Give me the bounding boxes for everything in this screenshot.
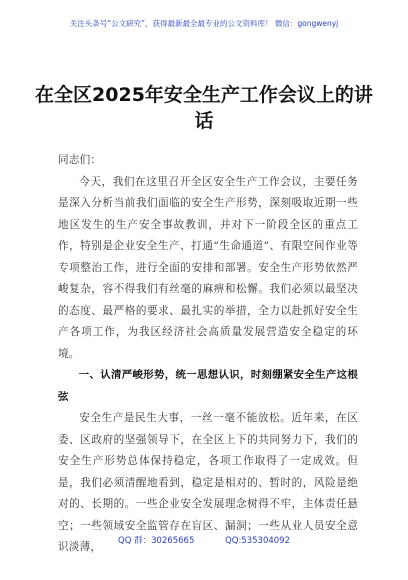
salutation: 同志们： — [58, 154, 102, 166]
document-title: 在全区2025年安全生产工作会议上的讲话 — [35, 84, 373, 132]
header-notice: 关注头条号“公文研究”，获得最新最全最专业的公文资料库！ 微信：gongwenyj — [69, 19, 339, 28]
document-body — [58, 150, 358, 559]
footer-contact — [0, 534, 408, 546]
paragraph-intro: 今天，我们在这里召开全区安全生产工作会议，主要任务是深入分析当前我们面临的安全生产形势，深刻吸取近期一些地区发生的生产安全事故教训，并对下一阶段全区的重点工作，特别是企业安全生产、打通“生命通道”、有限空间作业等专项整治工作，进行全面的安排和部署。安全生产形势依然严峻复杂，容不得我们有丝毫的麻痹和松懈。我们必须以最坚决的态度、最严格的要求、最扎实的举措，全力以赴抓好安全生产各项工作，为我区经济社会高质量发展营造安全稳定的环境。 — [58, 175, 358, 360]
footer-qq-group: QQ 群：30265665 — [118, 536, 195, 546]
footer-qq-number: QQ:535304092 — [225, 536, 290, 546]
paragraph-situation: 安全生产是民生大事，一丝一毫不能放松。近年来，在区委、区政府的坚强领导下，在全区上下的共同努力下，我们的安全生产形势总体保持稳定，各项工作取得了一定成效。但是，我们必须清醒地看到，稳定是相对的、暂时的，风险是绝对的、长期的。一些企业安全发展理念树得不牢，主体责任悬空；一些领域安全监管存在盲区、漏洞；一些从业人员安全意识淡薄， — [58, 412, 358, 553]
section-heading-1: 一、认清严峻形势，统一思想认识，时刻绷紧安全生产这根弦 — [58, 369, 358, 403]
